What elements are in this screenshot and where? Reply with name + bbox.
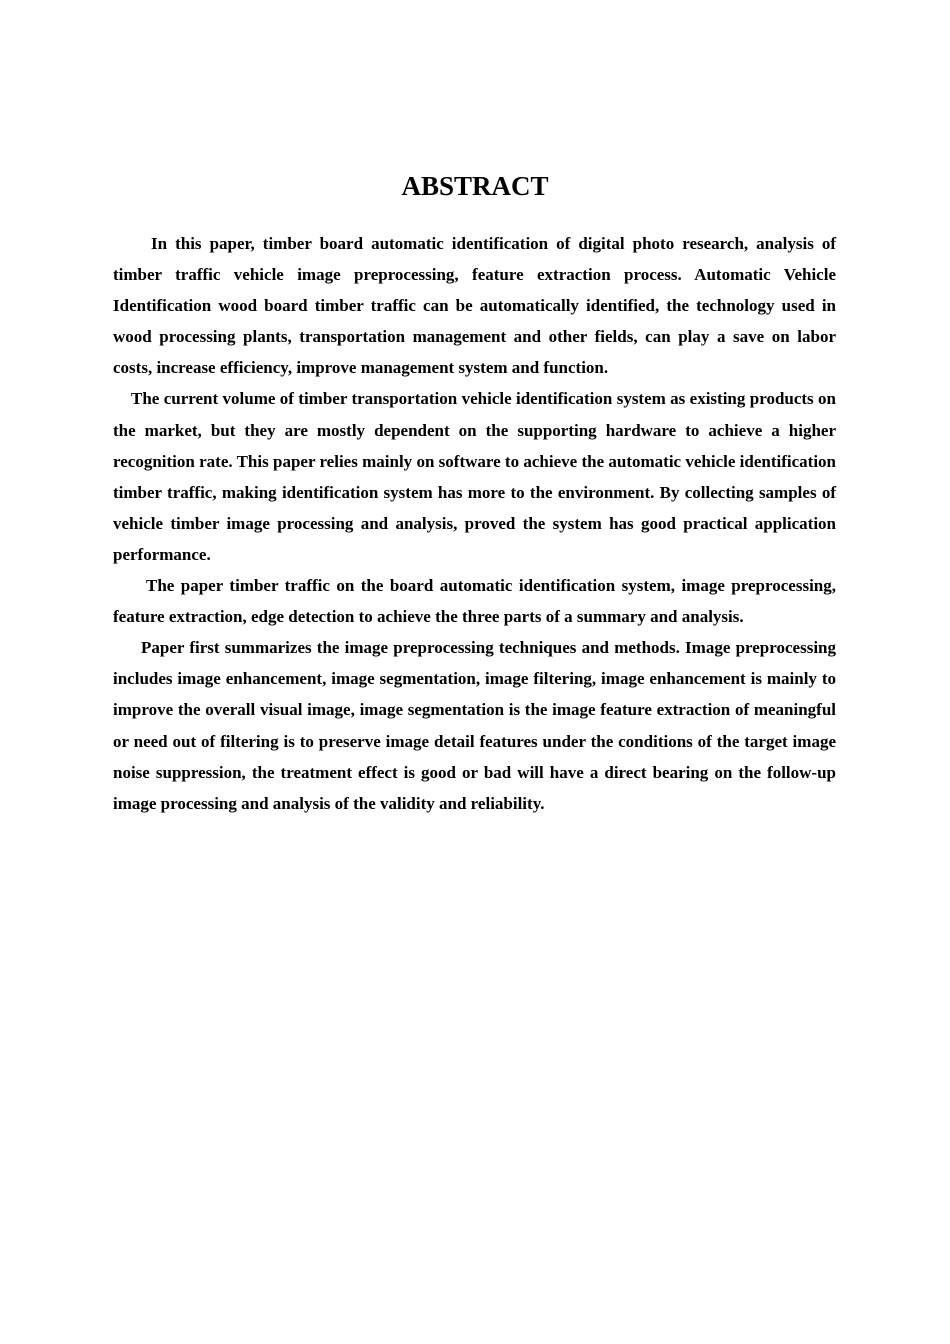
abstract-body <box>113 228 836 819</box>
abstract-paragraph-4: Paper first summarizes the image preprocessing techniques and methods. Image preprocessing includes image enhancement, image segmentation, image filtering, image enhancement is mainly to improve the overall visual image, image segmentation is the image feature extraction of meaningful or need out of filtering is to preserve image detail features under the conditions of the target image noise suppression, the treatment effect is good or bad will have a direct bearing on the follow-up image processing and analysis of the validity and reliability. <box>113 638 836 813</box>
abstract-paragraph-1: In this paper, timber board automatic identification of digital photo research, analysis of timber traffic vehicle image preprocessing, feature extraction process. Automatic Vehicle Identification wood board timber traffic can be automatically identified, the technology used in wood processing plants, transportation management and other fields, can play a save on labor costs, increase efficiency, improve management system and function. <box>113 234 836 378</box>
abstract-paragraph-3: The paper timber traffic on the board automatic identification system, image preprocessing, feature extraction, edge detection to achieve the three parts of a summary and analysis. <box>113 576 836 627</box>
abstract-paragraph-2: The current volume of timber transportation vehicle identification system as existing products on the market, but they are mostly dependent on the supporting hardware to achieve a higher recognition rate. This paper relies mainly on software to achieve the automatic vehicle identification timber traffic, making identification system has more to the environment. By collecting samples of vehicle timber image processing and analysis, proved the system has good practical application performance. <box>113 389 836 564</box>
abstract-title: ABSTRACT <box>401 171 549 201</box>
